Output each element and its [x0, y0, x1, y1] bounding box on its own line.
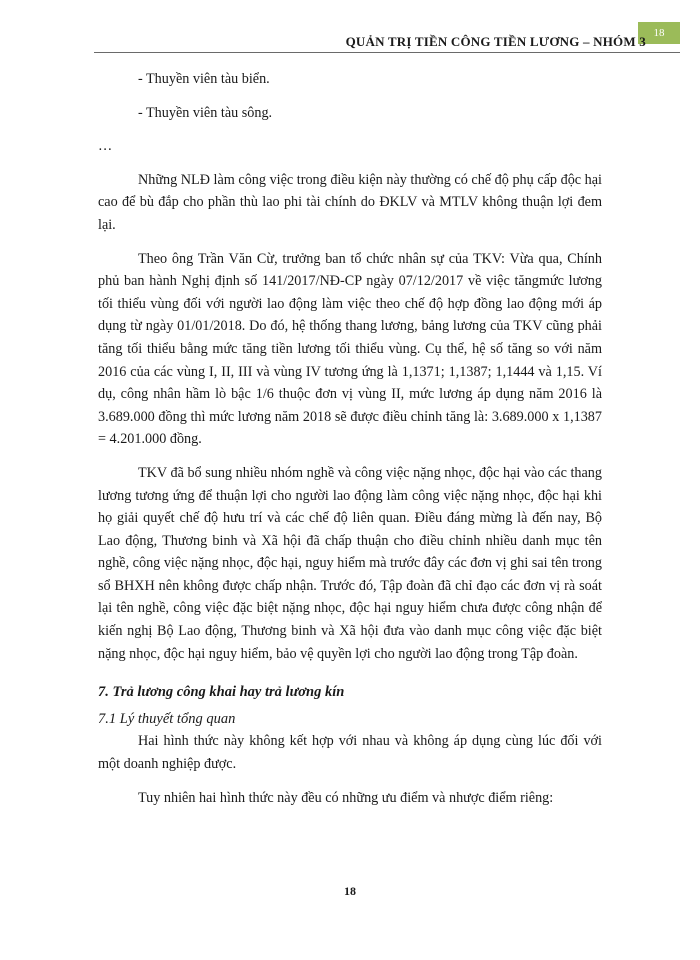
page-header-title: QUẢN TRỊ TIỀN CÔNG TIỀN LƯƠNG – NHÓM 3: [345, 34, 646, 49]
bullet-item: - Thuyền viên tàu biển.: [138, 71, 270, 87]
footer-page-number: 18: [344, 884, 356, 898]
bullet-item: - Thuyền viên tàu sông.: [138, 104, 273, 121]
ellipsis: …: [98, 138, 113, 155]
document-body: [98, 68, 602, 809]
section-heading: 7. Trả lương công khai hay trả lương kín: [98, 684, 345, 701]
paragraph: Tuy nhiên hai hình thức này đều có những ưu điểm và nhược điểm riêng:: [138, 789, 554, 806]
paragraph: Hai hình thức này không kết hợp với nhau và không áp dụng cùng lúc đối với một doanh nghiệp được.: [98, 733, 602, 773]
header-divider: [94, 52, 680, 53]
page-number-badge: 18: [638, 22, 680, 44]
paragraph: Những NLĐ làm công việc trong điều kiện này thường có chế độ phụ cấp độc hại cao để bù đắp cho phần thù lao phi tài chính do ĐKLV và MTLV không thuận lợi đem lại.: [98, 171, 602, 233]
paragraph: TKV đã bổ sung nhiều nhóm nghề và công việc nặng nhọc, độc hại vào các thang lương tương ứng để thuận lợi cho người lao động làm công việc nặng nhọc, độc hại khi họ giải quyết chế độ hưu trí và các chế độ liên quan. Điều đáng mừng là đến nay, Bộ Lao động, Thương binh và Xã hội đã chấp thuận cho điều chỉnh nhiều danh mục tên nghề, công việc nặng nhọc, độc hại, nguy hiểm mà trước đây các đơn vị ghi sai tên trong sổ BHXH nên không được chấp nhận. Trước đó, Tập đoàn đã chỉ đạo các đơn vị rà soát lại tên nghề, công việc đặc biệt nặng nhọc, độc hại nguy hiểm chưa được công nhận để kiến nghị Bộ Lao động, Thương binh và Xã hội đưa vào danh mục công việc đặc biệt nặng nhọc, độc hại nguy hiểm, bảo vệ quyền lợi cho người lao động trong Tập đoàn.: [98, 464, 602, 662]
subsection-heading: 7.1 Lý thuyết tổng quan: [98, 710, 236, 727]
paragraph: Theo ông Trần Văn Cừ, trưởng ban tổ chức nhân sự của TKV: Vừa qua, Chính phủ ban hành Nghị định số 141/2017/NĐ-CP ngày 07/12/2017 về việc tăngmức lương tối thiểu vùng đối với người lao động làm việc theo chế độ hợp đồng lao động mới áp dụng từ ngày 01/01/2018. Do đó, hệ thống thang lương, bảng lương của TKV cũng phải tăng tối thiểu bằng mức tăng tiền lương tối thiểu vùng. Cụ thể, hệ số tăng so với năm 2016 của các vùng I, II, III và vùng IV tương ứng là 1,1371; 1,1387; 1,1444 và 1,15. Ví dụ, công nhân hầm lò bậc 1/6 thuộc đơn vị vùng II, mức lương áp dụng năm 2016 là 3.689.000 đồng thì mức lương năm 2018 sẽ được điều chỉnh tăng là: 3.689.000 x 1,1387 = 4.201.000 đồng.: [98, 250, 602, 448]
